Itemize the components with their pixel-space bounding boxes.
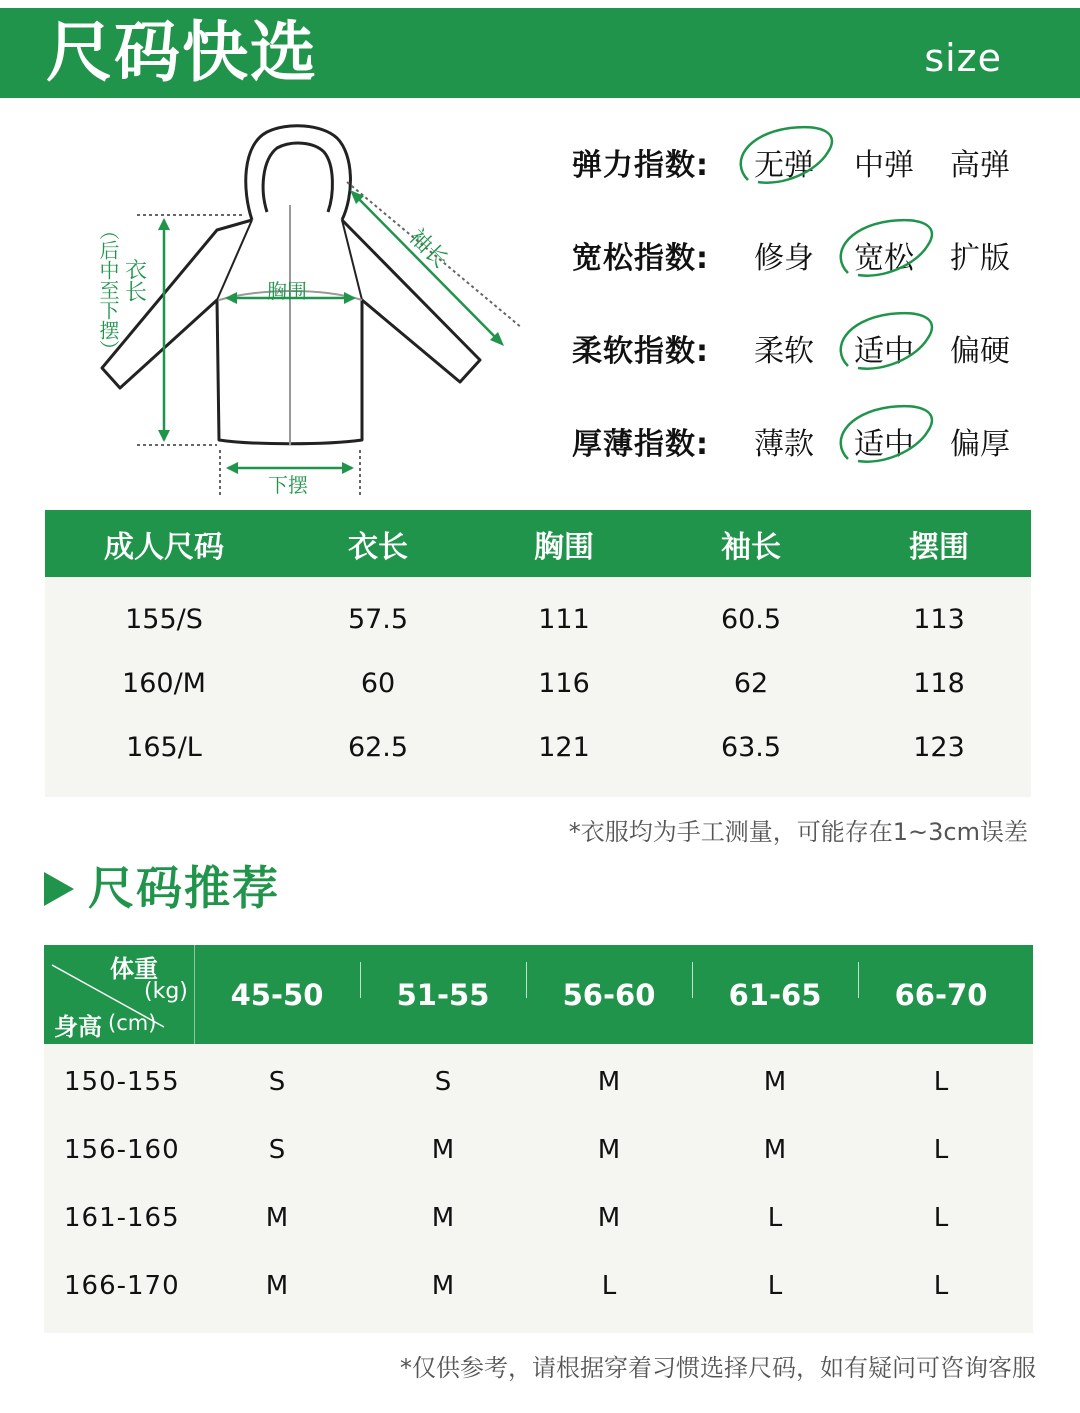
table-cell: M — [431, 1203, 455, 1233]
selected-ring-icon — [828, 308, 948, 378]
table-cell: L — [933, 1271, 949, 1301]
table-cell: S — [434, 1067, 452, 1097]
selected-ring-icon — [828, 215, 948, 285]
index-option: 修身 — [754, 241, 814, 276]
weight-column-header: 56-60 — [526, 978, 692, 1012]
weight-column-header: 51-55 — [360, 978, 526, 1012]
index-option: 柔软 — [754, 334, 814, 369]
table-row — [45, 587, 1031, 651]
table-cell: M — [597, 1067, 621, 1097]
column-header: 成人尺码 — [104, 529, 224, 565]
index-row-fit — [572, 221, 1042, 281]
weight-column-header: 66-70 — [858, 978, 1024, 1012]
index-option: 薄款 — [754, 427, 814, 462]
table-cell: L — [933, 1067, 949, 1097]
table-cell: M — [431, 1135, 455, 1165]
table-cell: M — [431, 1271, 455, 1301]
sleeve-label: 袖长 — [403, 224, 453, 274]
table-cell: M — [597, 1203, 621, 1233]
table-row — [45, 715, 1031, 779]
table-cell: M — [763, 1067, 787, 1097]
table-cell: L — [767, 1271, 783, 1301]
garment-diagram — [92, 120, 532, 500]
index-option: 偏硬 — [950, 334, 1010, 369]
table-cell: L — [933, 1203, 949, 1233]
column-header: 袖长 — [721, 529, 781, 565]
selected-ring-icon — [828, 401, 948, 471]
size-label: size — [924, 36, 1002, 80]
table-cell: 57.5 — [347, 603, 409, 635]
table-cell: S — [268, 1067, 286, 1097]
index-row-thickness — [572, 407, 1042, 467]
table-cell: 60.5 — [720, 603, 782, 635]
column-header: 衣长 — [348, 529, 408, 565]
page-title: 尺码快选 — [46, 14, 318, 91]
length-label: 衣长 — [121, 258, 147, 302]
index-option: 扩版 — [950, 241, 1010, 276]
weight-column-header: 61-65 — [692, 978, 858, 1012]
table-cell: 63.5 — [720, 731, 782, 763]
size-table-header — [45, 510, 1031, 577]
height-row-header: 150-155 — [64, 1067, 180, 1097]
recommend-table-header — [44, 945, 1033, 1044]
table-row — [44, 1184, 1033, 1252]
recommend-note: *仅供参考，请根据穿着习惯选择尺码，如有疑问可咨询客服 — [400, 1354, 1036, 1382]
index-option: 高弹 — [950, 148, 1010, 183]
column-header: 胸围 — [534, 529, 594, 565]
index-option: 中弹 — [854, 148, 914, 183]
table-cell: M — [265, 1203, 289, 1233]
column-header: 摆围 — [909, 529, 969, 565]
length-note: （后中至下摆） — [96, 220, 120, 360]
table-cell: 62 — [733, 667, 769, 699]
table-corner-cell — [44, 945, 195, 1044]
index-option: 偏厚 — [950, 427, 1010, 462]
weight-unit: (kg) — [144, 979, 188, 1004]
table-cell: M — [597, 1135, 621, 1165]
table-row — [44, 1116, 1033, 1184]
table-row — [44, 1048, 1033, 1116]
table-cell: S — [268, 1135, 286, 1165]
table-cell: 113 — [913, 603, 965, 635]
table-cell: 155/S — [125, 603, 203, 635]
table-cell: L — [933, 1135, 949, 1165]
index-option: 无弹 — [754, 148, 814, 183]
hem-label: 下摆 — [268, 473, 308, 497]
table-cell: 62.5 — [347, 731, 409, 763]
measure-note: *衣服均为手工测量，可能存在1~3cm误差 — [568, 818, 1028, 846]
weight-columns — [194, 945, 1024, 1044]
table-cell: 121 — [538, 731, 590, 763]
index-label: 弹力指数: — [572, 148, 709, 183]
height-row-header: 166-170 — [64, 1271, 180, 1301]
index-option: 适中 — [854, 427, 914, 462]
table-cell: 60 — [360, 667, 396, 699]
table-cell: 111 — [538, 603, 590, 635]
index-option: 适中 — [854, 334, 914, 369]
table-cell: L — [767, 1203, 783, 1233]
table-cell: 123 — [913, 731, 965, 763]
height-row-header: 156-160 — [64, 1135, 180, 1165]
index-row-elasticity — [572, 128, 1042, 188]
weight-label: 体重 — [110, 955, 158, 983]
index-label: 柔软指数: — [572, 334, 709, 369]
index-label: 宽松指数: — [572, 241, 709, 276]
selected-ring-icon — [728, 122, 848, 192]
table-cell: 116 — [538, 667, 590, 699]
table-cell: M — [763, 1135, 787, 1165]
index-label: 厚薄指数: — [572, 427, 709, 462]
size-table-body — [45, 577, 1031, 797]
table-cell: L — [601, 1271, 617, 1301]
weight-column-header: 45-50 — [230, 977, 324, 1012]
index-row-softness — [572, 314, 1042, 374]
table-row — [44, 1252, 1033, 1320]
index-option: 宽松 — [854, 241, 914, 276]
table-cell: M — [265, 1271, 289, 1301]
height-row-header: 161-165 — [64, 1203, 180, 1233]
recommend-table — [44, 945, 1033, 1333]
table-row — [45, 651, 1031, 715]
section-title-text: 尺码推荐 — [88, 861, 280, 915]
table-cell: 118 — [913, 667, 965, 699]
recommend-table-body — [44, 1044, 1033, 1333]
table-cell: 165/L — [126, 731, 202, 763]
triangle-icon — [44, 872, 74, 906]
table-cell: 160/M — [122, 667, 206, 699]
header-banner — [0, 8, 1080, 98]
height-label: 身高 — [54, 1013, 102, 1041]
size-table — [45, 510, 1031, 797]
chest-label: 胸围 — [267, 279, 307, 303]
height-unit: (cm) — [108, 1011, 157, 1035]
